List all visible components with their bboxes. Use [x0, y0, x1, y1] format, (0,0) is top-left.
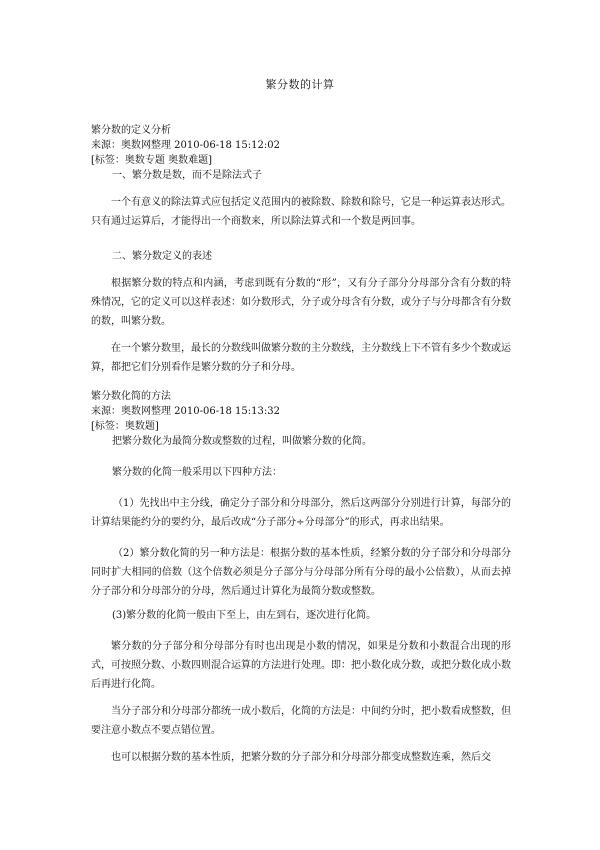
article1-paragraph1: 一个有意义的除法算式应包括定义范围内的被除数、除数和除号，它是一种运算表达形式。只有通过运算后，才能得出一个商数来，所以除法算式和一个数是两回事。	[91, 197, 511, 227]
article2-paragraph7: 当分子部分和分母部分都统一成小数后，化简的方法是：中间约分时，把小数看成整数，但要注意小数点不要点错位置。	[91, 706, 511, 736]
page-title: 繁分数的计算	[265, 78, 335, 91]
article2-paragraph4: （2）繁分数化简的另一种方法是：根据分数的基本性质，经繁分数的分子部分和分母部分同时扩大相同的倍数（这个倍数必须是分子部分与分母部分所有分母的最小公倍数），从而去掉分子部分和分母部分的分母，然后通过计算化为最简分数或整数。	[91, 548, 511, 597]
article1-section1-title: 一、繁分数是数，而不是除法式子	[112, 170, 262, 181]
article1-paragraph2: 根据繁分数的特点和内涵，考虑到既有分数的“形”，又有分子部分分母部分含有分数的特殊情况，它的定义可以这样表述：如分数形式，分子或分母含有分数，或分子与分母都含有分数的数，叫繁分数。	[91, 278, 511, 327]
article1-heading: 繁分数的定义分析	[91, 125, 171, 136]
article1-tags: [标签：奥数专题 奥数难题]	[91, 155, 212, 166]
article2-paragraph6: 繁分数的分子部分和分母部分有时也出现是小数的情况，如果是分数和小数混合出现的形式，可按照分数、小数四则混合运算的方法进行处理。即：把小数化成分数，或把分数化成小数后再进行化简。	[91, 641, 511, 690]
article2-paragraph5: (3)繁分数的化简一般由下至上，由左到右，逐次进行化简。	[112, 610, 377, 621]
article1-paragraph3: 在一个繁分数里，最长的分数线叫做繁分数的主分数线，主分数线上下不管有多少个数或运算，都把它们分别看作是繁分数的分子和分母。	[91, 343, 511, 373]
article2-source: 来源：奥数网整理 2010-06-18 15:13:32	[91, 406, 280, 417]
article2-tags: [标签：奥数题]	[91, 421, 159, 432]
article1-source: 来源：奥数网整理 2010-06-18 15:12:02	[91, 140, 280, 151]
article2-paragraph1: 把繁分数化为最简分数或整数的过程，叫做繁分数的化简。	[112, 436, 372, 447]
article2-paragraph3: （1）先找出中主分线，确定分子部分和分母部分，然后这两部分分别进行计算，每部分的计算结果能约分的要约分，最后改成“分子部分÷分母部分”的形式，再求出结果。	[91, 498, 511, 528]
article2-paragraph2: 繁分数的化简一般采用以下四种方法：	[112, 467, 282, 478]
article2-paragraph8: 也可以根据分数的基本性质，把繁分数的分子部分和分母部分都变成整数连乘，然后交	[111, 752, 491, 763]
article1-section2-title: 二、繁分数定义的表述	[112, 251, 212, 262]
article2-heading: 繁分数化简的方法	[91, 391, 171, 402]
